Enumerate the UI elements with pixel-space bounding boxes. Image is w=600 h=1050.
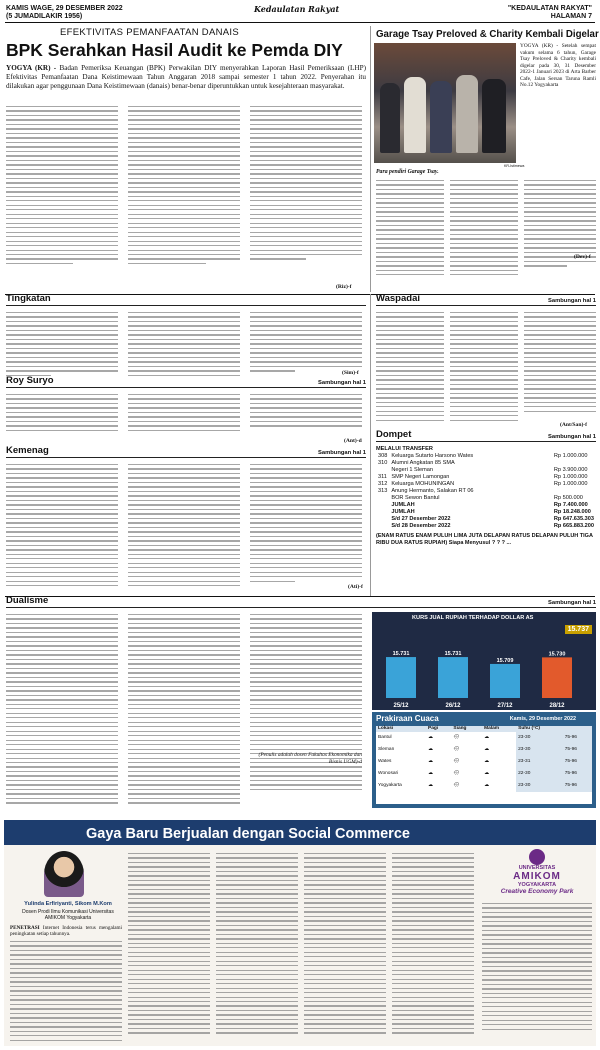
- waspadai-signoff: (Ant/San)-f: [560, 422, 588, 428]
- garage-photo-credit: KR-Istimewa: [504, 164, 525, 168]
- kurs-category-label: 27/12: [497, 703, 513, 709]
- cloud-icon: ☁: [484, 759, 489, 764]
- garage-lead-text: YOGYA (KR) - Setelah sempat vakum selama 6 tahun, Garage Tsay Preloved & Charity kembali digelar pada 30, 31 Desember 2022-1 Januari 2023 di Arta Barber Cafe, Jalan Sersan Taruna Ramli No.12 Yogyakarta: [520, 43, 596, 89]
- rain-icon: 🌧: [453, 783, 460, 788]
- ad-headline: Gaya Baru Berjualan dengan Social Commerce: [86, 826, 410, 842]
- kurs-value-label: 15.731: [444, 651, 462, 658]
- rain-icon: 🌧: [453, 759, 460, 764]
- kurs-chart: [372, 612, 596, 710]
- kurs-bar: [438, 657, 468, 698]
- kurs-value-label: 15.731: [392, 651, 410, 658]
- roysuryo-signoff: (Ant)-d: [344, 438, 362, 444]
- table-row: 313 Anung Hermanto, Salakan RT 06: [378, 488, 474, 494]
- dompet-section: [376, 429, 596, 442]
- table-row: 311 SMP Negeri Lamongan Rp 1.000.000: [378, 474, 588, 480]
- waspadai-title: Waspadai: [376, 293, 420, 304]
- kurs-title: KURS JUAL RUPIAH TERHADAP DOLLAR AS: [412, 615, 534, 621]
- kemenag-title: Kemenag: [6, 445, 49, 456]
- kurs-category-label: 28/12: [549, 703, 565, 709]
- kemenag-section: [6, 445, 366, 458]
- kurs-bar: [490, 664, 520, 698]
- main-kicker: EFEKTIVITAS PEMANFAATAN DANAIS: [60, 27, 239, 38]
- table-row: 312 Keluarga MOHUNINGAN Rp 1.000.000: [378, 481, 588, 487]
- table-row: Negeri 1 Sleman Rp 3.900.000: [391, 467, 588, 473]
- garage-headline: Garage Tsay Preloved & Charity Kembali Digelar: [376, 29, 599, 40]
- total-row: JUMLAH Rp 18.248.000: [391, 509, 591, 515]
- cloud-icon: ☁: [484, 771, 489, 776]
- kurs-bar: [542, 657, 572, 698]
- table-row: Bantul ☁ 🌧 ☁ 23-30 75-96: [376, 732, 592, 744]
- main-col1-text: [6, 106, 118, 267]
- waspadai-section: [376, 293, 596, 306]
- main-lead-text: Badan Pemeriksa Keuangan (BPK) Perwakilan DIY menyerahkan Laporan Hasil Pemeriksaan (LHP) Efektivitas Pemanfaatan Dana Keistimewaan Tahun Anggaran 2018 sampai semester 1 tahun 2022. Penyerahan itu dilakukan agar penggunaan Dana Keistimewaan (danais) benar-benar diperuntukkan untuk kesejahteraan masyarakat.: [6, 64, 367, 91]
- tingkatan-title: Tingkatan: [6, 293, 51, 304]
- dompet-heading: MELALUI TRANSFER: [376, 446, 433, 452]
- cuaca-date: Kamis, 29 Desember 2022: [509, 716, 576, 722]
- kurs-bar: [386, 657, 416, 698]
- kurs-category-label: 26/12: [445, 703, 461, 709]
- total-row: JUMLAH Rp 7.400.000: [391, 502, 588, 508]
- amikom-emblem-icon: [529, 849, 545, 865]
- amikom-brand1: UNIVERSITAS: [518, 865, 556, 871]
- kurs-value-label: 15.709: [496, 657, 514, 664]
- dualisme-title: Dualisme: [6, 595, 49, 606]
- cuaca-panel: [372, 712, 596, 808]
- garage-col2-text: [450, 180, 518, 279]
- masthead-logo: Kedaulatan Rakyat: [254, 4, 340, 14]
- author-photo: [44, 851, 84, 897]
- kurs-category-label: 25/12: [393, 703, 409, 709]
- garage-signoff: (Dev)-f: [574, 254, 591, 260]
- cuaca-title: Prakiraan Cuaca: [376, 714, 439, 723]
- roysuryo-badge: Sambungan hal 1: [318, 380, 366, 386]
- dualisme-badge: Sambungan hal 1: [548, 600, 596, 606]
- amikom-brand3: YOGYAKARTA: [517, 882, 557, 888]
- kemenag-signoff: (Ati)-f: [348, 584, 363, 590]
- ad-banner: [4, 820, 596, 1046]
- roysuryo-title: Roy Suryo: [6, 375, 54, 386]
- dompet-badge: Sambungan hal 1: [548, 434, 596, 440]
- ad-lead-bold: PENETRASI: [10, 925, 40, 931]
- table-row: BOR Sewon Bantul Rp 500.000: [391, 495, 583, 501]
- table-row: Wates ☁ 🌧 ☁ 23-31 75-96: [376, 756, 592, 768]
- kurs-highlight: 15.737: [565, 625, 592, 634]
- cloud-icon: ☁: [428, 747, 433, 752]
- main-signoff: (Riz)-f: [336, 284, 352, 290]
- author-role: Dosen Prodi Ilmu Komunikasi Universitas AMIKOM Yogyakarta: [22, 909, 114, 921]
- table-row: 308 Keluarga Sutarto Harsono Wates Rp 1.000.000: [378, 453, 588, 459]
- dompet-title: Dompet: [376, 429, 412, 440]
- tingkatan-signoff: (Sim)-f: [342, 370, 359, 376]
- cloud-icon: ☁: [428, 771, 433, 776]
- edition-date: KAMIS WAGE, 29 DESEMBER 2022: [6, 5, 123, 12]
- page-number: HALAMAN 7: [550, 13, 592, 20]
- main-col3-text: [250, 106, 362, 263]
- header-rule: [5, 22, 595, 23]
- waspadai-badge: Sambungan hal 1: [548, 298, 596, 304]
- amikom-tagline: Creative Economy Park: [500, 888, 574, 895]
- amikom-brand2: AMIKOM: [513, 871, 561, 882]
- table-row: Sleman ☁ 🌧 ☁ 23-30 75-96: [376, 744, 592, 756]
- dompet-table: [376, 446, 596, 547]
- main-col2-text: [128, 106, 240, 267]
- rain-icon: 🌧: [453, 735, 460, 740]
- main-lead-dateline: YOGYA (KR) -: [6, 64, 57, 72]
- hijri-date: (5 JUMADILAKIR 1956): [6, 13, 83, 20]
- roysuryo-section: [6, 375, 366, 388]
- total-row: S/d 28 Desember 2022 Rp 665.883.200: [391, 523, 594, 529]
- main-headline: BPK Serahkan Hasil Audit ke Pemda DIY: [6, 40, 343, 60]
- cloud-icon: ☁: [484, 735, 489, 740]
- dualisme-signoff: (Penulis adalah dosen Fakultas Ekonomika dan Bisnis UGM)-d: [258, 752, 362, 765]
- total-row: S/d 27 Desember 2022 Rp 647.635.303: [391, 516, 594, 522]
- garage-caption: Para pendiri Garage Tsay.: [376, 169, 439, 175]
- cloud-icon: ☁: [484, 747, 489, 752]
- dompet-footer: (ENAM RATUS ENAM PULUH LIMA JUTA DELAPAN RATUS DELAPAN PULUH TIGA RIBU DUA RATUS RUPIAH) Siapa Menyusul ? ? ? ...: [376, 533, 593, 546]
- kurs-panel: [372, 612, 596, 710]
- author-name: Yulinda Erfiriyanti, Sikom M.Kom: [24, 901, 112, 907]
- amikom-logo: [482, 849, 592, 895]
- ad-lead-text: Internet Indonesia terus mengalami peningkatan setiap tahunnya.: [10, 925, 122, 938]
- garage-photo: [374, 43, 516, 163]
- cuaca-table: Lokasi Pagi Siang Malam Suhu (°C) Bantul ☁ 🌧 ☁ 23-30 75-96 Sleman ☁ 🌧 ☁ 23-30 75-96 Wates ☁ 🌧 ☁ 23-31 75-96 Wonosari ☁ 🌧 ☁ 22-30 75-96 Yogyakarta ☁ 🌧 ☁ 23-30 75-96: [376, 726, 592, 792]
- cloud-icon: ☁: [428, 735, 433, 740]
- cloud-icon: ☁: [428, 759, 433, 764]
- paper-name: "KEDAULATAN RAKYAT": [507, 5, 592, 12]
- main-lead: [6, 64, 366, 92]
- rain-icon: 🌧: [453, 771, 460, 776]
- table-row: Yogyakarta ☁ 🌧 ☁ 23-30 75-96: [376, 780, 592, 792]
- cloud-icon: ☁: [484, 783, 489, 788]
- cloud-icon: ☁: [428, 783, 433, 788]
- kurs-value-label: 15.730: [548, 651, 566, 658]
- kemenag-badge: Sambungan hal 1: [318, 450, 366, 456]
- table-row: Wonosari ☁ 🌧 ☁ 22-30 75-96: [376, 768, 592, 780]
- rain-icon: 🌧: [453, 747, 460, 752]
- garage-col1-text: [376, 180, 444, 279]
- dualisme-section: [6, 595, 596, 608]
- table-row: 310 Alumni Angkatan 85 SMA: [378, 460, 455, 466]
- tingkatan-section: [6, 293, 366, 306]
